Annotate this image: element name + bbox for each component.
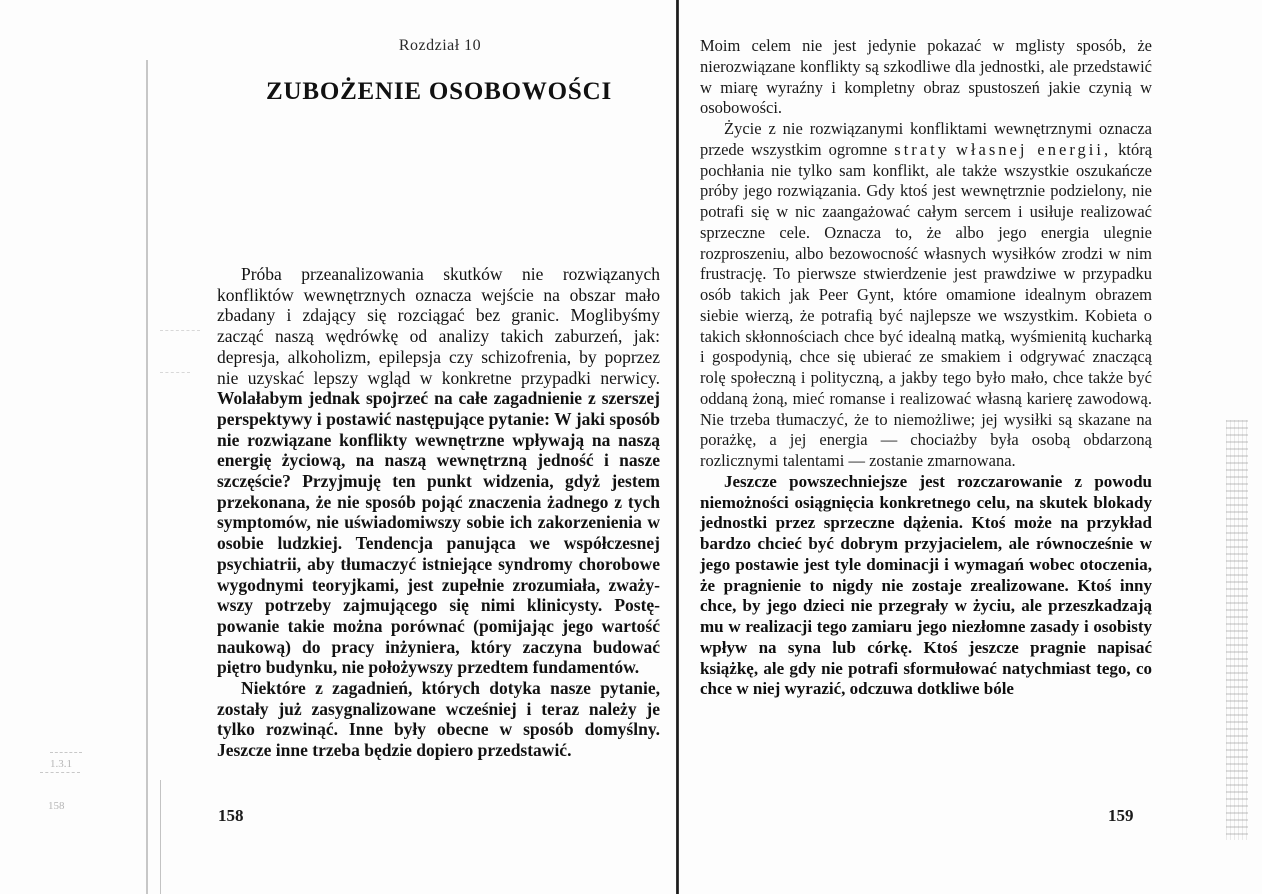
right-page-body: [700, 36, 1152, 700]
right-paragraph-2-text-b: którą pochłania nie tylko sam konflikt, ale także wszystkie oszukańcze próby jego rozwiązania. Gdy ktoś jest wewnętrznie podzielony, nie potrafi się w nic zaangażować całym sercem i usiłuje realizować sprzeczne cele. Oznacza to, że albo jego energia ulegnie rozproszeniu, albo bezowocność własnych wysiłków zrodzi w nim frustrację. To pierwsze stwierdzenie jest prawdziwe w przypadku osób takich jak Peer Gynt, które omamione idealnym obrazem siebie wierzą, że potrafią być najlepsze we wszystkim. Kobieta o takich skłonnościach chce być idealną matką, wyśmienitą kucharką i gospodynią, chce się ubierać ze smakiem i odgrywać znaczącą rolę społeczną i polityczną, a jakby tego było mało, chce także być oddaną żoną, mieć romanse i realizować własną karierę zawodową. Nie trzeba tłumaczyć, że to niemożliwe; jej wysiłki są skazane na porażkę, a jej energia — chociażby była osobą obdarzoną rozlicznymi talentami — zostanie zmarnowana.: [700, 139, 1153, 470]
right-paragraph-2-spaced-2: własnej energii,: [956, 139, 1112, 159]
left-paragraph-1: [217, 264, 660, 678]
right-paragraph-2-text-a: Życie z nie rozwiązanymi konfliktami wewnętrznymi oznacza przede wszystkim ogromne: [700, 119, 1152, 159]
chapter-title: ZUBOŻENIE OSOBOWOŚCI: [266, 78, 612, 105]
left-paragraph-1-bold-text: Wolałabym jednak spojrzeć na całe zagadnienie z szerszej perspektywy i postawić następujące pytanie: W jaki sposób nie rozwiązane konflikty wewnętrzne wpływają na naszą energię życiową, na naszą wewnętrzną jedność i nasze szczęście? Przyjmuję ten punkt widzenia, gdyż jestem przekonana, że nie sposób pojąć znaczenia żadnego z tych symptomów, nie uświadomiwszy sobie ich zakorzenienia w osobie ludzkiej. Tendencja panująca we współczesnej psychiatrii, aby tłumaczyć istniejące syndromy chorobowe wygodnymi teoryjkami, jest zupełnie zrozumiała, zważywszy potrzeby zajmującego się nimi klinicysty. Postępowanie takie można porównać (pomijając jego wartość naukową) do pracy inżyniera, który zaczyna budować piętro budynku, nie położywszy przedtem fundamentów.: [217, 388, 660, 678]
page-number-right: 159: [1108, 806, 1134, 825]
ghost-page-number: 158: [48, 800, 65, 812]
right-paragraph-1: Moim celem nie jest jedynie pokazać w mglisty sposób, że nierozwiązane konflikty są szkodliwe dla jednostki, ale przedstawić w miarę wyraźny i kompletny obraz spustoszeń jakie czynią w osobowości.: [700, 36, 1152, 118]
right-paragraph-3: Jeszcze powszechniejsze jest rozczarowanie z powodu niemożności osiągnięcia konkretnego celu, na skutek blokady jednostki przez sprzeczne dążenia. Ktoś może na przykład bardzo chcieć być dobrym przyjacielem, ale równocześnie w jego postawie jest tyle dominacji i wymagań wobec otoczenia, że pragnienie to nigdy nie zostaje zrealizowane. Ktoś inny chce, by jego dzieci nie przegrały w życiu, ale przeszkadzają mu w realizacji tego zamiaru jego niezłomne zasady i osobisty wpływ na syna lub córkę. Ktoś jeszcze pragnie napisać książkę, ale gdy nie potrafi sformułować natychmiast tego, co chce w niej wyrazić, odczuwa dotkliwe bóle: [700, 471, 1152, 699]
chapter-label: Rozdział 10: [398, 37, 482, 54]
left-page-body: [217, 264, 660, 761]
page-number-left: 158: [218, 806, 244, 825]
right-paragraph-2: [700, 119, 1152, 472]
right-page: [680, 0, 1262, 894]
ghost-label: 1.3.1: [50, 758, 72, 770]
left-paragraph-2: Niektóre z zagadnień, których dotyka nasze pytanie, zostały już zasygnalizowane wcześniej i teraz należy je tylko rozwinąć. Inne były obecne w sposób domyślny. Jeszcze inne trzeba będzie dopiero przedstawić.: [217, 678, 660, 761]
right-paragraph-2-spaced-1: straty: [894, 139, 949, 159]
left-paragraph-1-text: Próba przeanalizowania skutków nie rozwiązanych konfliktów wewnętrznych oznacza wejście na obszar mało zbadany i zdający się rozciągać bez granic. Moglibyśmy zacząć naszą wędrówkę od analizy takich zaburzeń, jak: depresja, alkoholizm, epilepsja czy schizofrenia, by poprzez nie uzyskać lepszy wgląd w konkretne przypadki nerwicy.: [217, 264, 660, 388]
